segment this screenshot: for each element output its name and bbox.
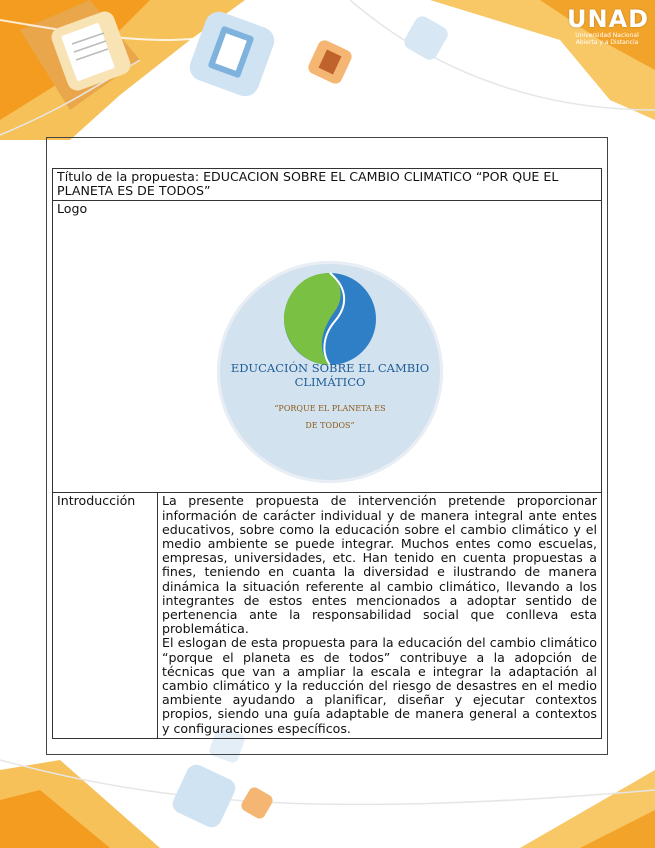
- book-icon: [306, 38, 354, 86]
- unad-subtitle-2: Abierta y a Distancia: [575, 39, 639, 46]
- logo-title-line2: CLIMÁTICO: [294, 375, 366, 390]
- intro-text: [158, 493, 602, 738]
- unad-wordmark: UNAD: [567, 5, 650, 33]
- proposal-table: [52, 168, 602, 739]
- intro-row: [53, 493, 602, 738]
- unad-logo: [567, 5, 650, 58]
- campaign-logo: [217, 261, 443, 483]
- logo-row: [53, 201, 602, 493]
- title-row: [53, 169, 602, 201]
- logo-slogan-line2: DE TODOS”: [305, 421, 355, 431]
- proposal-title: Título de la propuesta: EDUCACION SOBRE EL CAMBIO CLIMATICO “POR QUE EL PLANETA ES DE TODOS”: [53, 169, 602, 201]
- intro-label: Introducción: [53, 493, 158, 738]
- intro-paragraph-2: El eslogan de esta propuesta para la educación del cambio climático “porque el planeta es de todos” contribuye a la adopción de técnicas que van a ampliar la escala e integrar la adaptación al cambio climático y la reducción del riesgo de desastres en el medio ambiente ayudando a planificar, diseñar y ejecutar contextos propios, siendo una guía adaptable de manera general a contextos y configuraciones específicos.: [162, 635, 597, 736]
- logo-cell: [53, 201, 602, 493]
- intro-paragraph-1: La presente propuesta de intervención pretende proporcionar información de carácter individual y de manera integral ante entes educativos, sobre como la educación sobre el cambio climático y el medio ambiente se puede integrar. Muchos entes como escuelas, empresas, universidades, etc. Han tenido en cuenta propuestas a fines, teniendo en cuanta la diversidad e ilustrando de manera dinámica la situación referente al cambio climático, llevando a los integrantes de estos entes mencionados a adoptar sentido de pertenencia ante la responsabilidad social que conlleva esta problemática.: [162, 493, 597, 637]
- unad-subtitle-1: Universidad Nacional: [575, 32, 639, 39]
- logo-label: Logo: [57, 201, 88, 217]
- logo-title-line1: EDUCACIÓN SOBRE EL CAMBIO: [230, 361, 430, 376]
- header-decoration: [0, 0, 655, 140]
- logo-slogan-line1: “PORQUE EL PLANETA ES: [274, 404, 386, 414]
